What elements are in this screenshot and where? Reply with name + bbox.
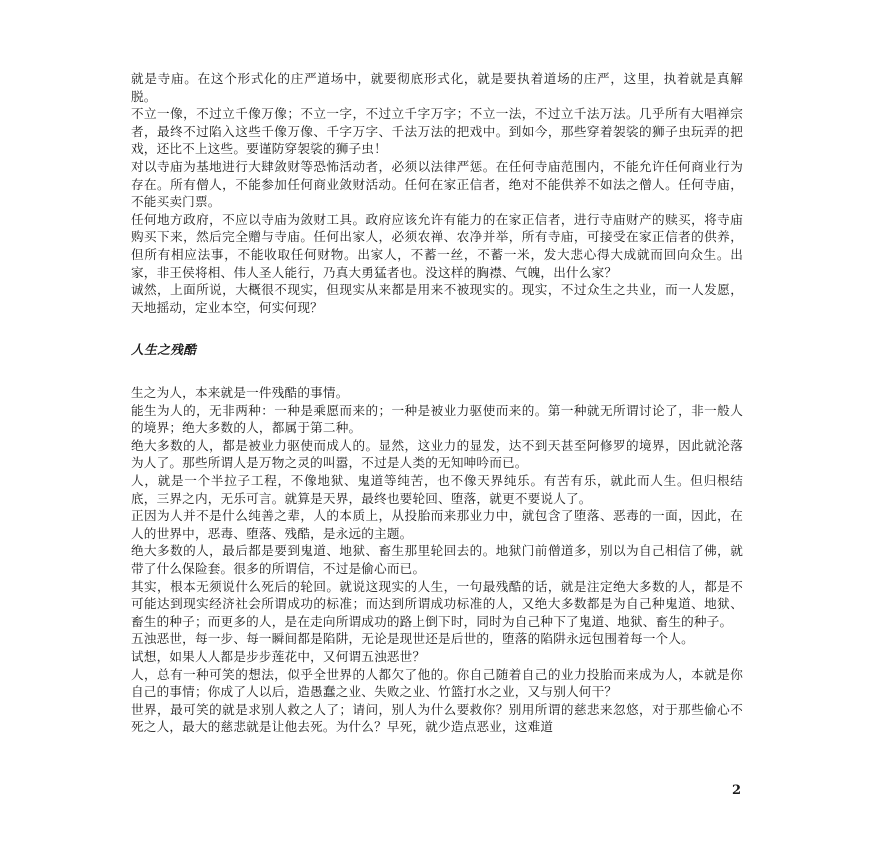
paragraph: 世界，最可笑的就是求别人救之人了；请问，别人为什么要救你？别用所谓的慈悲来忽悠，对于那些偷心不死之人，最大的慈悲就是让他去死。为什么？早死，就少造点恶业，这难道 — [131, 701, 743, 735]
paragraph: 就是寺庙。在这个形式化的庄严道场中，就要彻底形式化，就是要执着道场的庄严，这里，执着就是真解脱。 — [131, 71, 743, 104]
paragraph: 人，就是一个半拉子工程，不像地狱、鬼道等纯苦，也不像天界纯乐。有苦有乐，就此而人生。但归根结底，三界之内，无乐可言。就算是天界，最终也要轮回、堕落，就更不要说人了。 — [131, 472, 743, 506]
paragraph: 生之为人，本来就是一件残酷的事情。 — [131, 385, 349, 400]
paragraph: 任何地方政府，不应以寺庙为敛财工具。政府应该允许有能力的在家正信者，进行寺庙财产的赎买，将寺庙购买下来，然后完全赠与寺庙。任何出家人，必须农禅、农净并举，所有寺庙，可接受在家正信者的供养，但所有相应法事，不能收取任何财物。出家人，不蓄一丝，不蓄一米，发大悲心得大成就而回向众生。出家，非王侯将相、伟人圣人能行，乃真大勇猛者也。没这样的胸襟、气魄，出什么家？ — [131, 211, 743, 280]
paragraph: 对以寺庙为基地进行大肆敛财等恐怖活动者，必须以法律严惩。在任何寺庙范围内，不能允许任何商业行为存在。所有僧人，不能参加任何商业敛财活动。任何在家正信者，绝对不能供养不如法之僧人。任何寺庙，不能买卖门票。 — [131, 158, 743, 210]
page-number: 2 — [732, 783, 742, 798]
paragraph: 绝大多数的人，都是被业力驱使而成人的。显然，这业力的显发，达不到天甚至阿修罗的境界，因此就沦落为人了。那些所谓人是万物之灵的叫嚣，不过是人类的无知呻吟而已。 — [131, 437, 743, 471]
paragraph: 不立一像，不过立千像万像；不立一字，不过立千字万字；不立一法，不过立千法万法。几乎所有大唱禅宗者，最终不过陷入这些千像万像、千字万字、千法万法的把戏中。到如今，那些穿着袈裟的狮子虫玩弄的把戏，还比不上这些。要谨防穿袈裟的狮子虫！ — [131, 106, 743, 157]
paragraph: 人，总有一种可笑的想法，似乎全世界的人都欠了他的。你自己随着自己的业力投胎而来成为人，本就是你自己的事情；你成了人以后，造愚蠢之业、失败之业、竹篮打水之业，又与别人何干？ — [131, 666, 743, 700]
paragraph: 五浊恶世，每一步、每一瞬间都是陷阱，无论是现世还是后世的，堕落的陷阱永远包围着每一个人。 — [131, 631, 694, 647]
text-section-1 — [131, 70, 743, 316]
paragraph: 能生为人的，无非两种：一种是乘愿而来的；一种是被业力驱使而来的。第一种就无所谓讨论了，非一般人的境界；绝大多数的人，都属于第二种。 — [131, 402, 743, 436]
paragraph: 正因为人并不是什么纯善之辈，人的本质上，从投胎而来那业力中，就包含了堕落、恶毒的一面，因此，在人的世界中，恶毒、堕落、残酷，是永远的主题。 — [131, 508, 743, 541]
text-section-2 — [131, 384, 743, 736]
paragraph: 绝大多数的人，最后都是要到鬼道、地狱、畜生那里轮回去的。地狱门前僧道多，别以为自己相信了佛，就带了什么保险套。很多的所谓信，不过是偷心而已。 — [131, 543, 743, 576]
paragraph: 试想，如果人人都是步步莲花中，又何谓五浊恶世？ — [131, 648, 426, 664]
paragraph: 诚然，上面所说，大概很不现实，但现实从来都是用来不被现实的。现实，不过众生之共业，而一人发愿，天地摇动，定业本空，何实何现？ — [131, 282, 743, 315]
paragraph: 其实，根本无须说什么死后的轮回。就说这现实的人生，一句最残酷的话，就是注定绝大多数的人，都是不可能达到现实经济社会所谓成功的标准；而达到所谓成功标准的人，又绝大多数都是为自己种鬼道、地狱、畜生的种子；而更多的人，是在走向所谓成功的路上倒下时，同时为自己种下了鬼道、地狱、畜生的种子。 — [131, 578, 743, 629]
section-heading: 人生之残酷 — [131, 342, 197, 357]
